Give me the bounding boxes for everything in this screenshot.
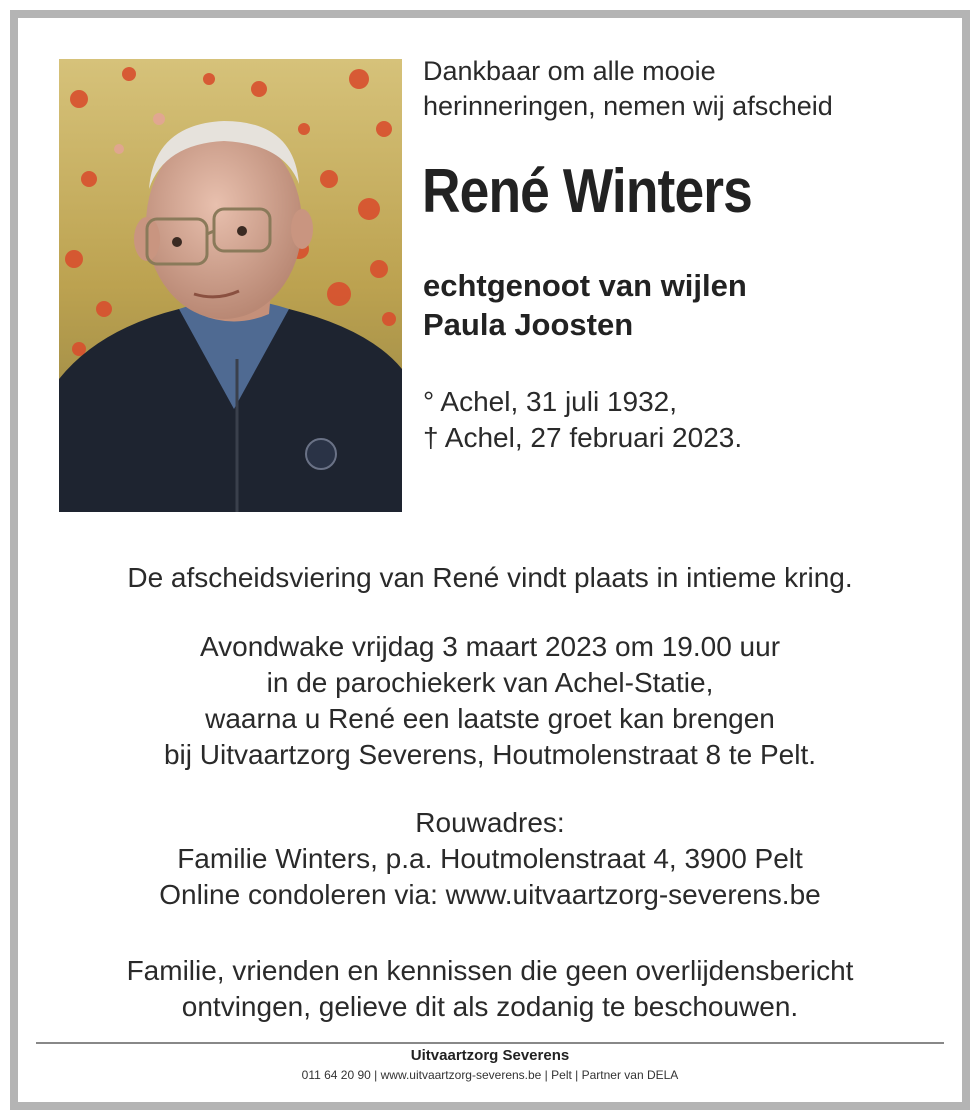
birth-date: ° Achel, 31 juli 1932,: [423, 386, 678, 417]
intro-line: Dankbaar om alle mooie: [423, 56, 716, 86]
wake-paragraph: [30, 629, 950, 773]
address-line: Familie Winters, p.a. Houtmolenstraat 4, 3900 Pelt: [177, 843, 803, 874]
intro-text: [423, 54, 943, 124]
death-date: † Achel, 27 februari 2023.: [423, 422, 743, 453]
farewell-paragraph: [30, 560, 950, 596]
farewell-line: De afscheidsviering van René vindt plaats in intieme kring.: [127, 562, 853, 593]
footer-info: 011 64 20 90 | www.uitvaartzorg-severens.be | Pelt | Partner van DELA: [301, 1068, 679, 1082]
portrait-illustration: [59, 59, 402, 512]
wake-line: bij Uitvaartzorg Severens, Houtmolenstraat 8 te Pelt.: [163, 739, 817, 770]
spouse-block: [423, 266, 943, 344]
wake-line: Avondwake vrijdag 3 maart 2023 om 19.00 uur: [199, 631, 781, 662]
spouse-name: Paula Joosten: [423, 307, 634, 342]
closing-paragraph: [30, 953, 950, 1025]
wake-line: waarna u René een laatste groet kan brengen: [205, 703, 775, 734]
closing-line: ontvingen, gelieve dit als zodanig te beschouwen.: [181, 991, 799, 1022]
spouse-label: echtgenoot van wijlen: [423, 268, 747, 303]
footer-divider: [36, 1042, 944, 1044]
deceased-name: René Winters: [422, 157, 752, 226]
portrait-photo: [59, 59, 402, 512]
address-paragraph: [30, 805, 950, 913]
wake-line: in de parochiekerk van Achel-Statie,: [266, 667, 714, 698]
address-heading: Rouwadres:: [415, 807, 565, 838]
closing-line: Familie, vrienden en kennissen die geen overlijdensbericht: [126, 955, 854, 986]
life-dates: [423, 384, 943, 456]
footer-company: Uitvaartzorg Severens: [410, 1047, 570, 1064]
condolence-line: Online condoleren via: www.uitvaartzorg-severens.be: [159, 879, 821, 910]
intro-line: herinneringen, nemen wij afscheid: [423, 91, 833, 121]
